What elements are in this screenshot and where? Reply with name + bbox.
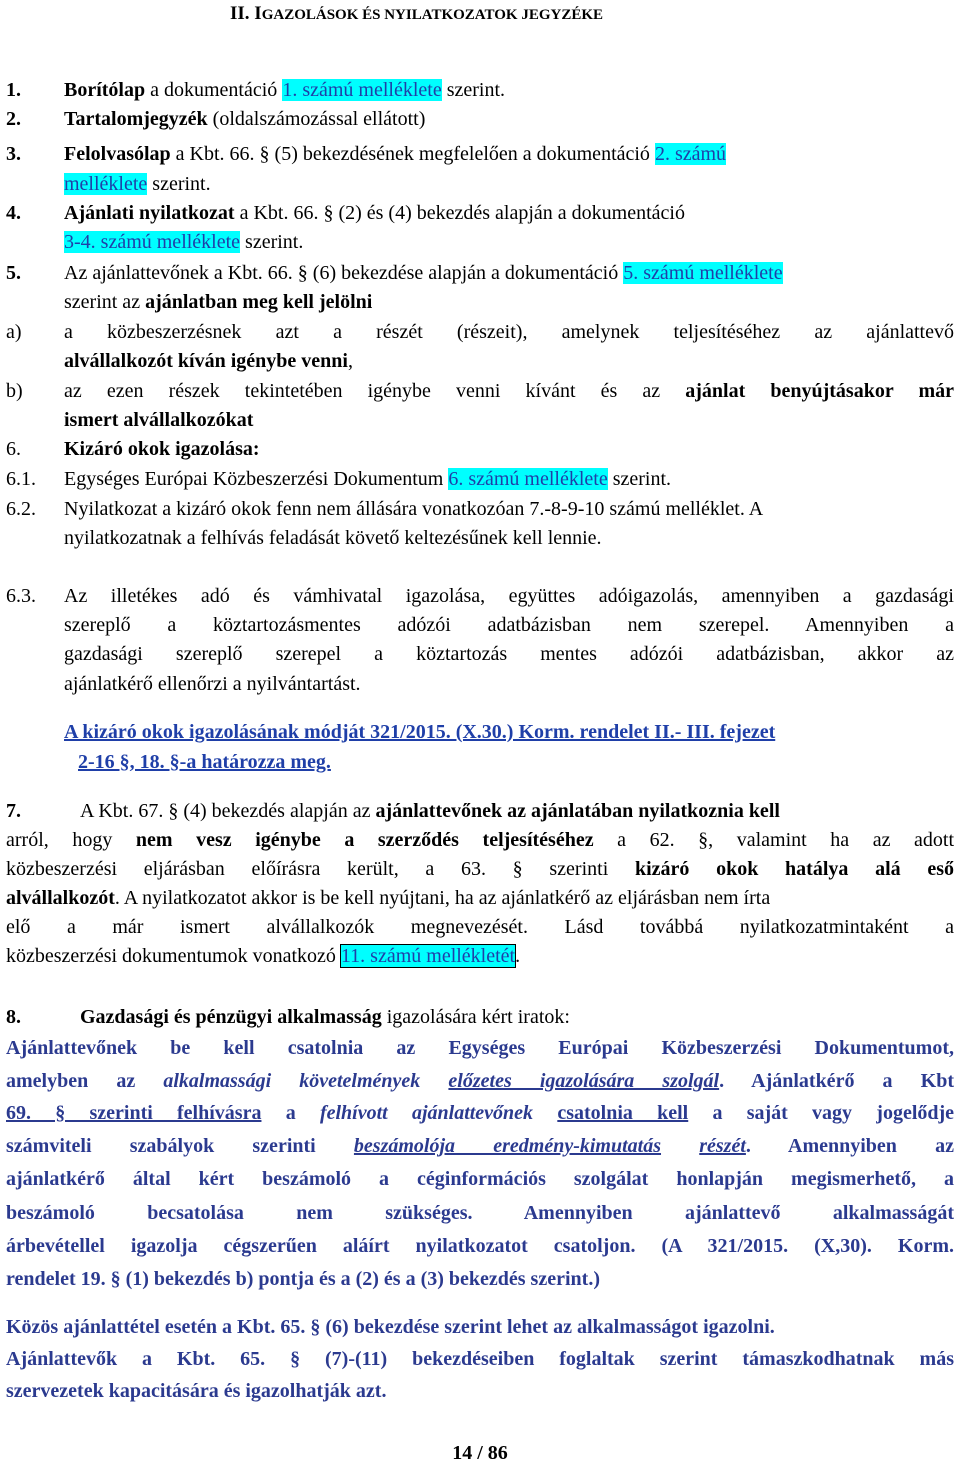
item-b-label: b) <box>6 380 23 402</box>
item-1 <box>64 76 505 104</box>
item-3-text: a Kbt. 66. § (5) bekezdésének megfelelően a dokumentáció <box>170 143 655 165</box>
section-title-prefix: II. I <box>230 3 262 24</box>
page-number: 14 / 86 <box>452 1442 508 1464</box>
item-7-line-3 <box>6 855 954 883</box>
item-8-p2c <box>420 1070 448 1092</box>
item-7-line-4 <box>6 884 770 912</box>
item-8-text: igazolására kért iratok: <box>381 1006 570 1028</box>
item-4-cont <box>64 228 303 256</box>
item-1-annex-link[interactable]: 1. számú melléklete <box>282 79 442 101</box>
item-7-bold: ajánlattevőnek az ajánlatában nyilatkoznia kell <box>375 800 780 822</box>
item-b-bold: ajánlat benyújtásakor már <box>685 380 954 402</box>
item-6-2-line-2: nyilatkozatnak a felhívás feladását követő keltezésűnek kell lennie. <box>64 527 602 549</box>
item-3-cont <box>64 170 211 198</box>
item-a-label: a) <box>6 321 22 343</box>
item-7-line-5: elő a már ismert alvállalkozók megnevezését. Lásd továbbá nyilatkozatmintaként a <box>6 916 954 938</box>
item-1-number: 1. <box>6 79 21 101</box>
joint-bid-line-3: szervezetek kapacitására és igazolhatják azt. <box>6 1380 387 1402</box>
item-3-annex-link[interactable]: 2. számú <box>654 143 727 165</box>
item-8-p2b: alkalmassági követelmények <box>163 1070 421 1092</box>
item-8-p4c <box>661 1135 699 1157</box>
item-8-p6: beszámoló becsatolása nem szükséges. Amennyiben ajánlattevő alkalmasságát <box>6 1202 954 1224</box>
item-6-1-number: 6.1. <box>6 468 36 490</box>
item-a-cont <box>64 347 353 375</box>
item-4-text: a Kbt. 66. § (2) és (4) bekezdés alapján a dokumentáció <box>234 202 685 224</box>
item-8-p3c: felhívott ajánlattevőnek <box>319 1102 534 1124</box>
item-7-line-1 <box>80 797 780 825</box>
item-8-p3f: a saját vagy jogelődje <box>688 1102 955 1124</box>
item-8-p2e: . Ajánlatkérő a Kbt <box>719 1070 955 1092</box>
item-8-p5: ajánlatkérő által kért beszámoló a céginformációs szolgálat honlapján megismerhető, a <box>6 1168 954 1190</box>
item-7-l2a: arról, hogy <box>6 829 136 851</box>
item-5-bold: ajánlatban meg kell jelölni <box>145 291 373 313</box>
item-6-3-number: 6.3. <box>6 585 36 607</box>
item-6-number: 6. <box>6 438 21 460</box>
item-5-tail: szerint az <box>64 291 146 313</box>
item-4-annex-link[interactable]: 3-4. számú melléklete <box>64 231 241 253</box>
item-8-p8: rendelet 19. § (1) bekezdés b) pontja és a (2) és a (3) bekezdés szerint.) <box>6 1268 600 1290</box>
item-6-3-line-1: Az illetékes adó és vámhivatal igazolása, együttes adóigazolás, amennyiben a gazdasági <box>64 585 954 607</box>
item-7-l4b: . A nyilatkozatot akkor is be kell nyújtani, ha az ajánlatkérő az eljárásban nem írta <box>114 887 771 909</box>
item-6-1-text: Egységes Európai Közbeszerzési Dokumentum <box>64 468 449 490</box>
item-7-l4-bold: alvállalkozót <box>6 887 115 909</box>
item-2-bold: Tartalomjegyzék <box>64 108 208 130</box>
item-8-p2 <box>6 1067 954 1095</box>
item-6-3-line-3: gazdasági szereplő szerepel a köztartozás mentes adózói adatbázisban, akkor az <box>64 643 954 665</box>
item-7-line-6 <box>6 942 520 970</box>
item-6-3-line-4: ajánlatkérő ellenőrzi a nyilvántartást. <box>64 673 361 695</box>
item-4-bold: Ajánlati nyilatkozat <box>64 202 235 224</box>
item-6-1-annex-link[interactable]: 6. számú melléklete <box>448 468 608 490</box>
item-2-text: (oldalszámozással ellátott) <box>207 108 426 130</box>
item-a-tail: , <box>347 350 353 372</box>
joint-bid-line-2: Ajánlattevők a Kbt. 65. § (7)-(11) bekezdéseiben foglaltak szerint támaszkodhatnak más <box>6 1348 954 1370</box>
item-4-number: 4. <box>6 202 21 224</box>
item-1-bold: Borítólap <box>64 79 146 101</box>
item-8-p3 <box>6 1099 954 1127</box>
item-5-annex-link[interactable]: 5. számú melléklete <box>623 262 783 284</box>
item-3-annex-link-cont[interactable]: melléklete <box>64 173 148 195</box>
item-5-cont <box>64 288 372 316</box>
item-8-p2a: amelyben az <box>6 1070 164 1092</box>
item-b-cont: ismert alvállalkozókat <box>64 409 254 431</box>
item-7-l6a: közbeszerzési dokumentumok vonatkozó <box>6 945 341 967</box>
item-5-number: 5. <box>6 262 21 284</box>
section-title <box>230 0 603 29</box>
item-8-number: 8. <box>6 1006 21 1028</box>
item-8-p3a: 69. § szerinti felhívásra <box>6 1102 262 1124</box>
joint-bid-line-1: Közös ajánlattétel esetén a Kbt. 65. § (6) bekezdése szerint lehet az alkalmasságot igazolni. <box>6 1316 775 1338</box>
item-7-l2-bold: nem vesz igénybe a szerződés teljesítéséhez <box>135 829 594 851</box>
item-8-p7: árbevétellel igazolja cégszerűen aláírt nyilatkozatot csatoljon. (A 321/2015. (X,30). Korm. <box>6 1235 954 1257</box>
item-5-text: Az ajánlattevőnek a Kbt. 66. § (6) bekezdése alapján a dokumentáció <box>64 262 624 284</box>
item-7-l3-bold: kizáró okok hatálya alá eső <box>634 858 954 880</box>
item-7-line-2 <box>6 826 954 854</box>
item-3-tail: szerint. <box>147 173 211 195</box>
item-4-tail: szerint. <box>240 231 304 253</box>
item-8-p4e: . Amennyiben az <box>745 1135 954 1157</box>
legal-reference-link-cont[interactable]: 2-16 §, 18. §-a határozza meg. <box>78 751 331 773</box>
item-6-2-number: 6.2. <box>6 498 36 520</box>
item-1-text: a dokumentáció <box>145 79 283 101</box>
item-8-p4a: számviteli szabályok szerinti <box>6 1135 354 1157</box>
item-8-p3d <box>533 1102 557 1124</box>
item-7-l3a: közbeszerzési eljárásban előírásra került, a 63. § szerinti <box>6 858 635 880</box>
item-8-bold: Gazdasági és pénzügyi alkalmasság <box>80 1006 382 1028</box>
item-8-p4 <box>6 1132 954 1160</box>
item-7-text: A Kbt. 67. § (4) bekezdés alapján az <box>80 800 376 822</box>
item-1-tail: szerint. <box>441 79 506 101</box>
item-5 <box>64 259 783 287</box>
item-7-annex-link[interactable]: 11. számú mellékletét <box>340 945 516 967</box>
item-3 <box>64 140 726 168</box>
item-8-p3b: a <box>261 1102 320 1124</box>
item-8-p2d: előzetes igazolására szolgál <box>448 1070 720 1092</box>
item-8-heading <box>80 1003 570 1031</box>
legal-reference-link[interactable]: A kizáró okok igazolásának módját 321/2015. (X.30.) Korm. rendelet II.- III. fejezet <box>64 721 776 743</box>
item-6-heading: Kizáró okok igazolása: <box>64 438 260 460</box>
item-8-p1: Ajánlattevőnek be kell csatolnia az Egységes Európai Közbeszerzési Dokumentumot, <box>6 1037 954 1059</box>
item-7-l6b: . <box>515 945 521 967</box>
item-2 <box>64 105 425 133</box>
item-8-p4d: részét <box>699 1135 746 1157</box>
item-a-bold: alvállalkozót kíván igénybe venni <box>64 350 348 372</box>
item-b-line-1 <box>64 377 954 405</box>
item-8-p3e: csatolnia kell <box>557 1102 689 1124</box>
item-3-bold: Felolvasólap <box>64 143 171 165</box>
item-3-number: 3. <box>6 143 21 165</box>
item-7-number: 7. <box>6 800 21 822</box>
item-4 <box>64 199 685 227</box>
item-6-1 <box>64 465 671 493</box>
item-2-number: 2. <box>6 108 21 130</box>
item-8-p4b: beszámolója eredmény-kimutatás <box>353 1135 662 1157</box>
item-b-text: az ezen részek tekintetében igénybe venni kívánt és az <box>64 380 686 402</box>
item-a-line-1: a közbeszerzésnek azt a részét (részeit), amelynek teljesítéséhez az ajánlattevő <box>64 321 954 343</box>
item-7-l2c: a 62. §, valamint ha az adott <box>593 829 954 851</box>
item-6-2-line-1: Nyilatkozat a kizáró okok fenn nem állására vonatkozóan 7.-8-9-10 számú melléklet. A <box>64 498 764 520</box>
item-6-3-line-2: szereplő a köztartozásmentes adózói adatbázisban nem szerepel. Amennyiben a <box>64 614 954 636</box>
section-title-rest: GAZOLÁSOK ÉS NYILATKOZATOK JEGYZÉKE <box>261 7 604 23</box>
item-6-1-tail: szerint. <box>607 468 672 490</box>
